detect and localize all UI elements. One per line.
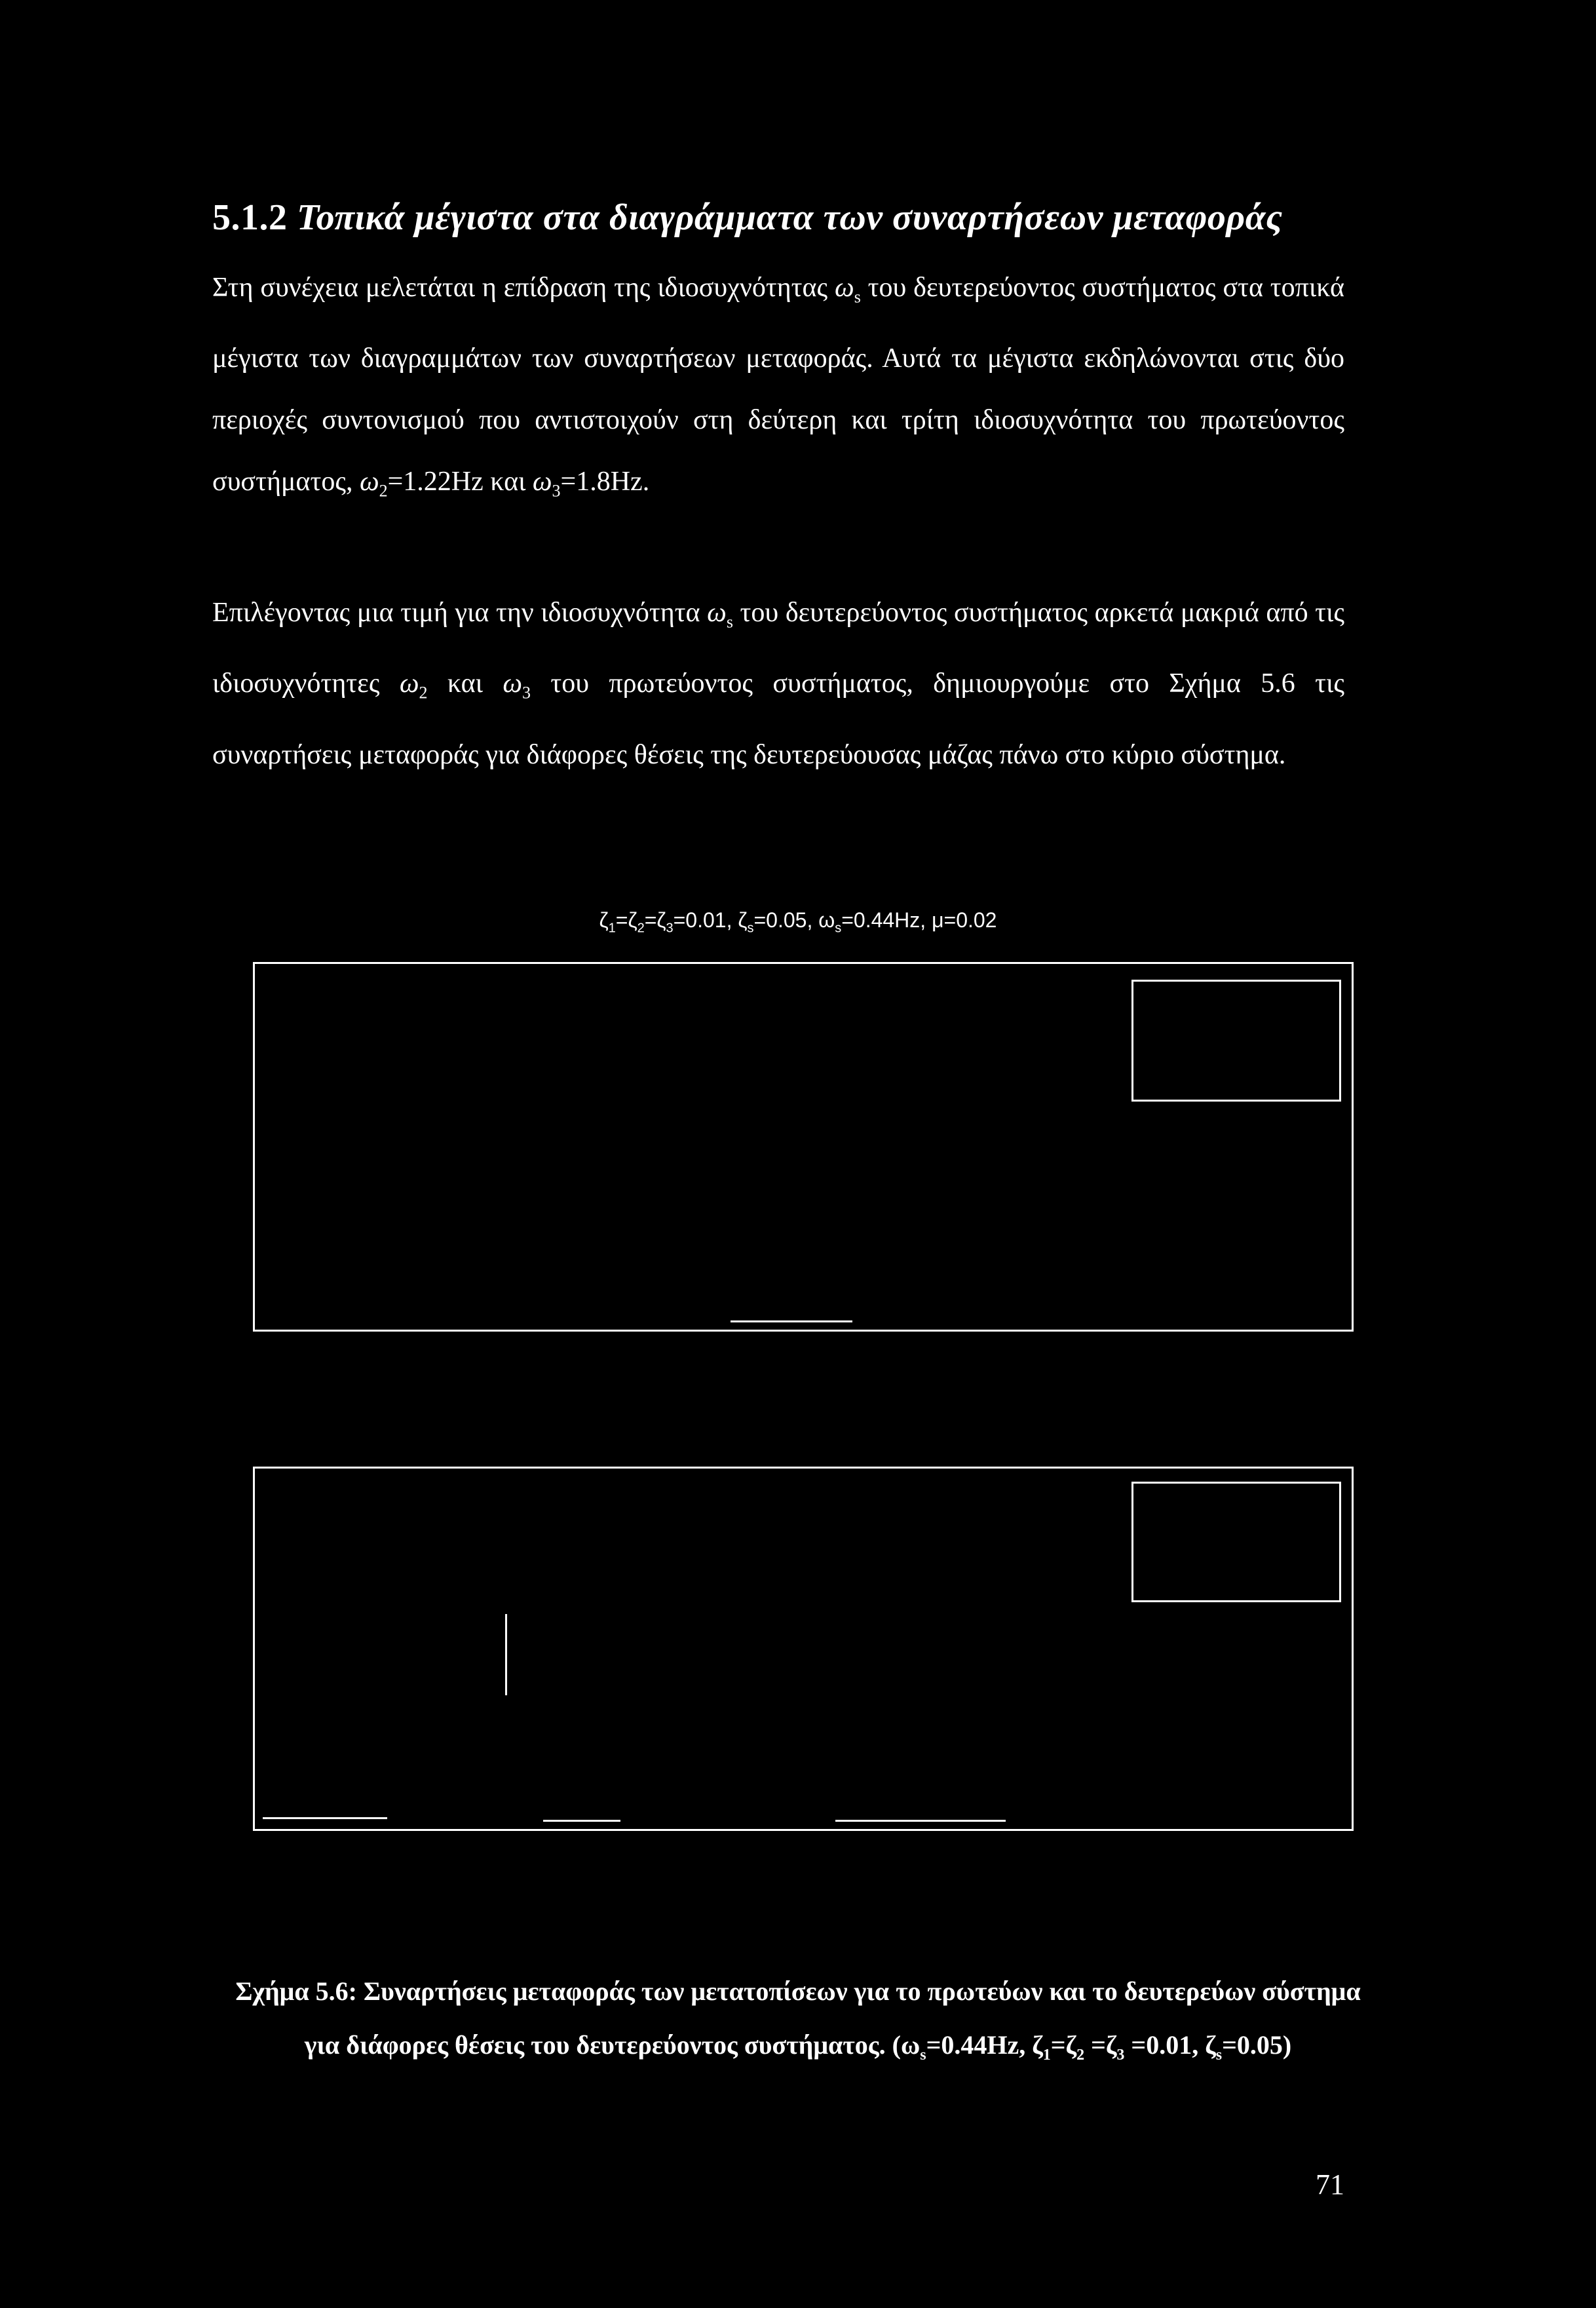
plot-caption-eq-1: =ζ: [615, 908, 637, 932]
omega-s-subscript: s: [726, 612, 733, 632]
plot-primary: [253, 962, 1354, 1332]
figure-caption-sub-5: s: [1215, 2047, 1223, 2064]
section-number: 5.1.2: [212, 197, 288, 238]
figure-caption: [225, 1965, 1371, 2082]
omega-s-subscript: s: [854, 287, 861, 307]
figure-caption-sub-2: 1: [1042, 2047, 1051, 2064]
plot-legend-box: [1131, 1482, 1341, 1602]
section-title: Τοπικά μέγιστα στα διαγράμματα των συναρτήσεων μεταφοράς: [297, 197, 1283, 238]
plot-legend-box: [1131, 980, 1341, 1102]
figure-caption-text-5: =0.01, ζ: [1124, 2030, 1216, 2060]
omega-3-symbol: ω: [503, 668, 522, 699]
omega-s-symbol: ω: [707, 598, 727, 628]
plot-secondary: [253, 1467, 1354, 1831]
figure-caption-text-3: =ζ: [1050, 2030, 1077, 2060]
plot-caption-rest-3: =0.44Hz, μ=0.02: [841, 908, 997, 932]
paragraph-2-text-b: του δευτερεύοντος συστήματος αρκετά μακριά από τις ιδιοσυχνότητες: [212, 598, 1344, 699]
plot-trace-segment: [543, 1820, 620, 1822]
plot-caption-sub-3: 3: [666, 921, 674, 936]
plot-caption-rest-2: =0.05, ω: [753, 908, 835, 932]
plot-caption-zeta: ζ: [599, 908, 609, 932]
paragraph-2-text-c: και: [427, 668, 503, 699]
plot-caption-eq-2: =ζ: [644, 908, 666, 932]
omega-3-subscript: 3: [552, 481, 561, 501]
omega-3-symbol: ω: [532, 467, 552, 497]
paragraph-2-text-a: Επιλέγοντας μια τιμή για την ιδιοσυχνότητα: [212, 598, 708, 628]
figure-caption-text-6: =0.05): [1222, 2030, 1292, 2060]
figure-caption-text-1: Σχήμα 5.6: Συναρτήσεις μεταφοράς των μετατοπίσεων για το πρωτεύων και το δευτερεύων σύστημα για διάφορες θέσεις του δευτερεύοντος συστήματος. (ω: [235, 1976, 1361, 2060]
figure-caption-sub-4: 3: [1116, 2047, 1125, 2064]
plot-trace-segment: [263, 1817, 387, 1819]
omega-2-symbol: ω: [359, 467, 379, 497]
paragraph-1-text-d: =1.8Hz.: [560, 467, 650, 497]
plot-trace-segment: [731, 1320, 852, 1322]
figure-caption-sub-1: s: [920, 2047, 926, 2064]
figure-caption-text-4: =ζ: [1084, 2030, 1117, 2060]
omega-s-symbol: ω: [835, 273, 854, 303]
paragraph-1: [212, 257, 1344, 522]
omega-2-symbol: ω: [399, 668, 419, 699]
plot-caption-sub-2: 2: [637, 921, 645, 936]
paragraph-2: [212, 582, 1344, 786]
figure-caption-text-2: =0.44Hz, ζ: [926, 2030, 1043, 2060]
paragraph-1-text-c: =1.22Hz και: [387, 467, 533, 497]
paragraph-1-text-b: του δευτερεύοντος συστήματος στα τοπικά μέγιστα των διαγραμμάτων των συναρτήσεων μεταφοράς. Αυτά τα μέγιστα εκδηλώνονται στις δύο περιοχές συντονισμού που αντιστοιχούν στη δεύτερη και τρίτη ιδιοσυχνότητα του πρωτεύοντος συστήματος,: [212, 273, 1344, 497]
plot-trace-spike: [505, 1614, 507, 1695]
plot-caption: [0, 908, 1596, 936]
paragraph-2-text-d: του πρωτεύοντος συστήματος, δημιουργούμε στο Σχήμα 5.6 τις συναρτήσεις μεταφοράς για διάφορες θέσεις της δευτερεύουσας μάζας πάνω στο κύριο σύστημα.: [212, 668, 1344, 770]
section-heading: [212, 197, 1283, 239]
omega-2-subscript: 2: [379, 481, 388, 501]
page-number: 71: [1316, 2168, 1344, 2201]
omega-3-subscript: 3: [522, 683, 531, 702]
plot-trace-segment: [835, 1820, 1006, 1822]
plot-caption-rest-1: =0.01, ζ: [673, 908, 748, 932]
plot-caption-sub-1: 1: [608, 921, 616, 936]
omega-2-subscript: 2: [419, 683, 428, 702]
plot-caption-sub-4: s: [747, 921, 754, 936]
plot-caption-sub-5: s: [835, 921, 842, 936]
figure-caption-sub-3: 2: [1076, 2047, 1085, 2064]
paragraph-1-text-a: Στη συνέχεια μελετάται η επίδραση της ιδιοσυχνότητας: [212, 273, 835, 303]
